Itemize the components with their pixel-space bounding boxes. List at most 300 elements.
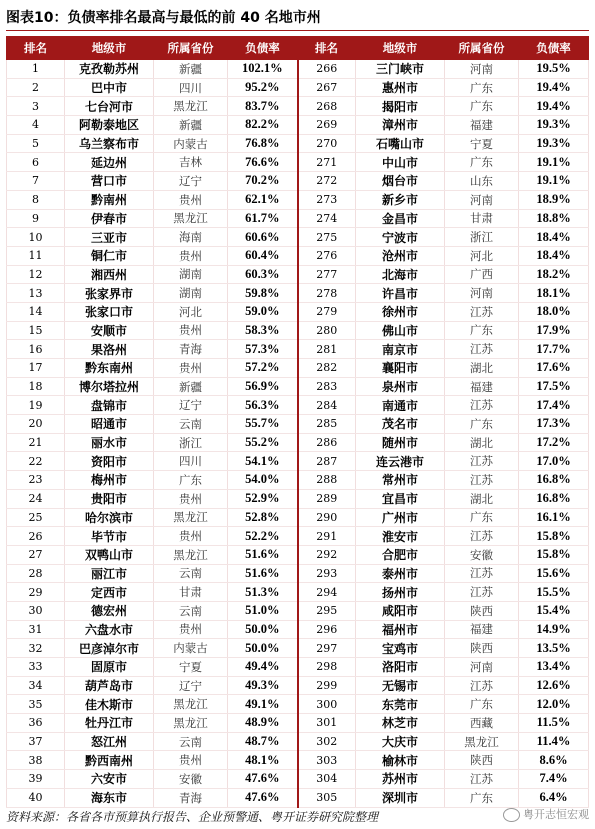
province-cell: 宁夏 [154,658,228,677]
province-cell: 湖北 [445,433,519,452]
debt-ratio-cell: 54.1% [228,452,298,471]
province-cell: 陕西 [445,601,519,620]
province-cell: 新疆 [154,116,228,135]
rank-cell: 12 [7,265,65,284]
province-cell: 辽宁 [154,172,228,191]
city-cell: 定西市 [65,583,154,602]
table-row [7,116,589,135]
debt-ratio-cell: 52.9% [228,489,298,508]
rank-cell: 4 [7,116,65,135]
debt-ratio-cell: 15.8% [519,527,589,546]
city-cell: 六盘水市 [65,620,154,639]
watermark-text: 粤开志恒宏观 [523,808,589,821]
province-cell: 陕西 [445,751,519,770]
city-cell: 淮安市 [356,527,445,546]
rank-cell: 303 [298,751,356,770]
debt-ratio-cell: 51.0% [228,601,298,620]
province-cell: 江苏 [445,340,519,359]
header-province: 所属省份 [445,37,519,60]
table-row [7,60,589,79]
rank-cell: 27 [7,545,65,564]
debt-ratio-cell: 62.1% [228,190,298,209]
rank-cell: 295 [298,601,356,620]
debt-ratio-cell: 17.9% [519,321,589,340]
city-cell: 宜昌市 [356,489,445,508]
rank-cell: 5 [7,134,65,153]
debt-ratio-cell: 12.6% [519,676,589,695]
city-cell: 连云港市 [356,452,445,471]
debt-ratio-cell: 59.8% [228,284,298,303]
rank-cell: 300 [298,695,356,714]
city-cell: 常州市 [356,471,445,490]
debt-ratio-cell: 19.4% [519,78,589,97]
province-cell: 浙江 [445,228,519,247]
province-cell: 宁夏 [445,134,519,153]
rank-cell: 292 [298,545,356,564]
table-row [7,564,589,583]
city-cell: 乌兰察布市 [65,134,154,153]
rank-cell: 275 [298,228,356,247]
province-cell: 云南 [154,415,228,434]
table-row [7,676,589,695]
city-cell: 佳木斯市 [65,695,154,714]
province-cell: 山东 [445,172,519,191]
province-cell: 广东 [445,321,519,340]
province-cell: 安徽 [445,545,519,564]
table-body [7,60,589,808]
rank-cell: 269 [298,116,356,135]
debt-ratio-cell: 70.2% [228,172,298,191]
table-row [7,471,589,490]
city-cell: 黔东南州 [65,359,154,378]
province-cell: 广东 [445,695,519,714]
table-row [7,78,589,97]
province-cell: 广东 [445,508,519,527]
city-cell: 三门峡市 [356,60,445,79]
rank-cell: 20 [7,415,65,434]
province-cell: 广东 [154,471,228,490]
table-row [7,340,589,359]
debt-ratio-cell: 59.0% [228,302,298,321]
table-header-row [7,37,589,60]
city-cell: 双鸭山市 [65,545,154,564]
header-city: 地级市 [356,37,445,60]
city-cell: 铜仁市 [65,246,154,265]
header-debt-ratio: 负债率 [228,37,298,60]
rank-cell: 18 [7,377,65,396]
city-cell: 合肥市 [356,545,445,564]
rank-cell: 285 [298,415,356,434]
province-cell: 湖南 [154,265,228,284]
debt-ratio-table [6,36,589,808]
province-cell: 黑龙江 [154,545,228,564]
rank-cell: 273 [298,190,356,209]
city-cell: 林芝市 [356,714,445,733]
rank-cell: 277 [298,265,356,284]
table-row [7,134,589,153]
table-row [7,620,589,639]
city-cell: 克孜勒苏州 [65,60,154,79]
header-province: 所属省份 [154,37,228,60]
province-cell: 安徽 [154,770,228,789]
city-cell: 许昌市 [356,284,445,303]
city-cell: 巴彦淖尔市 [65,639,154,658]
debt-ratio-cell: 11.4% [519,732,589,751]
table-row [7,359,589,378]
rank-cell: 290 [298,508,356,527]
debt-ratio-cell: 18.4% [519,228,589,247]
debt-ratio-cell: 16.8% [519,489,589,508]
header-debt-ratio: 负债率 [519,37,589,60]
province-cell: 黑龙江 [445,732,519,751]
table-row [7,172,589,191]
city-cell: 扬州市 [356,583,445,602]
debt-ratio-cell: 48.9% [228,714,298,733]
rank-cell: 271 [298,153,356,172]
rank-cell: 284 [298,396,356,415]
rank-cell: 31 [7,620,65,639]
rank-cell: 23 [7,471,65,490]
debt-ratio-cell: 50.0% [228,620,298,639]
province-cell: 福建 [445,116,519,135]
rank-cell: 40 [7,788,65,807]
rank-cell: 276 [298,246,356,265]
debt-ratio-cell: 51.3% [228,583,298,602]
debt-ratio-cell: 51.6% [228,564,298,583]
province-cell: 江苏 [445,676,519,695]
city-cell: 榆林市 [356,751,445,770]
province-cell: 贵州 [154,359,228,378]
city-cell: 梅州市 [65,471,154,490]
table-row [7,527,589,546]
city-cell: 石嘴山市 [356,134,445,153]
debt-ratio-cell: 7.4% [519,770,589,789]
debt-ratio-cell: 8.6% [519,751,589,770]
province-cell: 云南 [154,564,228,583]
city-cell: 固原市 [65,658,154,677]
city-cell: 福州市 [356,620,445,639]
table-row [7,658,589,677]
rank-cell: 24 [7,489,65,508]
city-cell: 湘西州 [65,265,154,284]
debt-ratio-cell: 76.6% [228,153,298,172]
province-cell: 贵州 [154,190,228,209]
debt-ratio-cell: 60.3% [228,265,298,284]
debt-ratio-cell: 18.2% [519,265,589,284]
debt-ratio-cell: 15.5% [519,583,589,602]
debt-ratio-cell: 16.1% [519,508,589,527]
rank-cell: 1 [7,60,65,79]
province-cell: 河南 [445,658,519,677]
debt-ratio-cell: 60.6% [228,228,298,247]
city-cell: 佛山市 [356,321,445,340]
province-cell: 四川 [154,452,228,471]
debt-ratio-cell: 52.8% [228,508,298,527]
rank-cell: 30 [7,601,65,620]
rank-cell: 2 [7,78,65,97]
debt-ratio-cell: 15.8% [519,545,589,564]
table-row [7,284,589,303]
rank-cell: 283 [298,377,356,396]
rank-cell: 10 [7,228,65,247]
debt-ratio-cell: 55.7% [228,415,298,434]
city-cell: 贵阳市 [65,489,154,508]
province-cell: 河北 [445,246,519,265]
province-cell: 江苏 [445,583,519,602]
province-cell: 云南 [154,601,228,620]
table-row [7,601,589,620]
debt-ratio-cell: 14.9% [519,620,589,639]
city-cell: 伊春市 [65,209,154,228]
rank-cell: 9 [7,209,65,228]
province-cell: 江苏 [445,527,519,546]
rank-cell: 14 [7,302,65,321]
city-cell: 德宏州 [65,601,154,620]
rank-cell: 29 [7,583,65,602]
province-cell: 新疆 [154,60,228,79]
province-cell: 贵州 [154,620,228,639]
province-cell: 江苏 [445,302,519,321]
table-row [7,695,589,714]
province-cell: 吉林 [154,153,228,172]
province-cell: 陕西 [445,639,519,658]
city-cell: 海东市 [65,788,154,807]
rank-cell: 19 [7,396,65,415]
rank-cell: 35 [7,695,65,714]
city-cell: 襄阳市 [356,359,445,378]
province-cell: 河北 [154,302,228,321]
city-cell: 六安市 [65,770,154,789]
debt-ratio-cell: 57.2% [228,359,298,378]
table-row [7,489,589,508]
city-cell: 东莞市 [356,695,445,714]
city-cell: 烟台市 [356,172,445,191]
debt-ratio-cell: 15.4% [519,601,589,620]
city-cell: 安顺市 [65,321,154,340]
rank-cell: 15 [7,321,65,340]
debt-ratio-cell: 19.5% [519,60,589,79]
city-cell: 昭通市 [65,415,154,434]
rank-cell: 278 [298,284,356,303]
province-cell: 河南 [445,60,519,79]
city-cell: 宁波市 [356,228,445,247]
debt-ratio-cell: 16.8% [519,471,589,490]
city-cell: 资阳市 [65,452,154,471]
province-cell: 广东 [445,78,519,97]
rank-cell: 39 [7,770,65,789]
debt-ratio-cell: 58.3% [228,321,298,340]
table-row [7,732,589,751]
city-cell: 广州市 [356,508,445,527]
debt-ratio-cell: 47.6% [228,788,298,807]
debt-ratio-cell: 49.3% [228,676,298,695]
city-cell: 泰州市 [356,564,445,583]
city-cell: 无锡市 [356,676,445,695]
city-cell: 阿勒泰地区 [65,116,154,135]
city-cell: 洛阳市 [356,658,445,677]
rank-cell: 32 [7,639,65,658]
city-cell: 苏州市 [356,770,445,789]
city-cell: 盘锦市 [65,396,154,415]
city-cell: 果洛州 [65,340,154,359]
rank-cell: 286 [298,433,356,452]
rank-cell: 301 [298,714,356,733]
debt-ratio-cell: 19.4% [519,97,589,116]
debt-ratio-cell: 18.0% [519,302,589,321]
rank-cell: 21 [7,433,65,452]
debt-ratio-cell: 55.2% [228,433,298,452]
debt-ratio-cell: 17.5% [519,377,589,396]
table-row [7,639,589,658]
rank-cell: 7 [7,172,65,191]
debt-ratio-cell: 18.8% [519,209,589,228]
province-cell: 青海 [154,340,228,359]
table-row [7,714,589,733]
debt-ratio-cell: 82.2% [228,116,298,135]
province-cell: 四川 [154,78,228,97]
city-cell: 揭阳市 [356,97,445,116]
rank-cell: 304 [298,770,356,789]
rank-cell: 8 [7,190,65,209]
rank-cell: 293 [298,564,356,583]
city-cell: 惠州市 [356,78,445,97]
city-cell: 七台河市 [65,97,154,116]
province-cell: 福建 [445,377,519,396]
table-row [7,209,589,228]
province-cell: 广东 [445,788,519,807]
province-cell: 湖北 [445,489,519,508]
debt-ratio-cell: 60.4% [228,246,298,265]
province-cell: 贵州 [154,527,228,546]
province-cell: 辽宁 [154,396,228,415]
province-cell: 黑龙江 [154,508,228,527]
city-cell: 延边州 [65,153,154,172]
rank-cell: 299 [298,676,356,695]
province-cell: 青海 [154,788,228,807]
debt-ratio-cell: 17.2% [519,433,589,452]
city-cell: 沧州市 [356,246,445,265]
rank-cell: 3 [7,97,65,116]
rank-cell: 34 [7,676,65,695]
city-cell: 巴中市 [65,78,154,97]
rank-cell: 28 [7,564,65,583]
rank-cell: 6 [7,153,65,172]
province-cell: 广东 [445,415,519,434]
table-row [7,508,589,527]
rank-cell: 280 [298,321,356,340]
province-cell: 内蒙古 [154,639,228,658]
table-row [7,153,589,172]
table-row [7,321,589,340]
header-rank: 排名 [298,37,356,60]
rank-cell: 291 [298,527,356,546]
debt-ratio-cell: 13.5% [519,639,589,658]
rank-cell: 22 [7,452,65,471]
province-cell: 甘肃 [445,209,519,228]
province-cell: 贵州 [154,246,228,265]
table-row [7,228,589,247]
province-cell: 西藏 [445,714,519,733]
city-cell: 茂名市 [356,415,445,434]
debt-ratio-cell: 48.7% [228,732,298,751]
province-cell: 福建 [445,620,519,639]
city-cell: 南通市 [356,396,445,415]
city-cell: 大庆市 [356,732,445,751]
debt-ratio-cell: 49.1% [228,695,298,714]
table-row [7,545,589,564]
debt-ratio-cell: 76.8% [228,134,298,153]
city-cell: 丽水市 [65,433,154,452]
province-cell: 江苏 [445,471,519,490]
province-cell: 湖南 [154,284,228,303]
wechat-icon [503,808,520,822]
rank-cell: 38 [7,751,65,770]
city-cell: 金昌市 [356,209,445,228]
rank-cell: 289 [298,489,356,508]
debt-ratio-cell: 17.7% [519,340,589,359]
debt-ratio-cell: 57.3% [228,340,298,359]
city-cell: 黔西南州 [65,751,154,770]
debt-ratio-cell: 17.4% [519,396,589,415]
province-cell: 江苏 [445,452,519,471]
debt-ratio-cell: 54.0% [228,471,298,490]
province-cell: 海南 [154,228,228,247]
rank-cell: 298 [298,658,356,677]
city-cell: 咸阳市 [356,601,445,620]
city-cell: 深圳市 [356,788,445,807]
province-cell: 黑龙江 [154,209,228,228]
city-cell: 新乡市 [356,190,445,209]
province-cell: 江苏 [445,396,519,415]
rank-cell: 294 [298,583,356,602]
province-cell: 广西 [445,265,519,284]
city-cell: 黔南州 [65,190,154,209]
debt-ratio-cell: 19.3% [519,134,589,153]
province-cell: 浙江 [154,433,228,452]
rank-cell: 268 [298,97,356,116]
city-cell: 徐州市 [356,302,445,321]
rank-cell: 37 [7,732,65,751]
debt-ratio-cell: 15.6% [519,564,589,583]
rank-cell: 25 [7,508,65,527]
rank-cell: 267 [298,78,356,97]
table-row [7,770,589,789]
table-row [7,751,589,770]
debt-ratio-cell: 19.1% [519,172,589,191]
table-row [7,452,589,471]
city-cell: 泉州市 [356,377,445,396]
province-cell: 甘肃 [154,583,228,602]
debt-ratio-cell: 56.9% [228,377,298,396]
province-cell: 新疆 [154,377,228,396]
table-row [7,396,589,415]
province-cell: 云南 [154,732,228,751]
rank-cell: 288 [298,471,356,490]
table-row [7,302,589,321]
city-cell: 三亚市 [65,228,154,247]
table-row [7,265,589,284]
debt-ratio-cell: 52.2% [228,527,298,546]
rank-cell: 274 [298,209,356,228]
city-cell: 丽江市 [65,564,154,583]
city-cell: 漳州市 [356,116,445,135]
rank-cell: 272 [298,172,356,191]
watermark [503,806,589,824]
source-note: 资料来源：各省各市预算执行报告、企业预警通、粤开证券研究院整理 [6,810,379,824]
rank-cell: 287 [298,452,356,471]
province-cell: 河南 [445,284,519,303]
province-cell: 贵州 [154,751,228,770]
